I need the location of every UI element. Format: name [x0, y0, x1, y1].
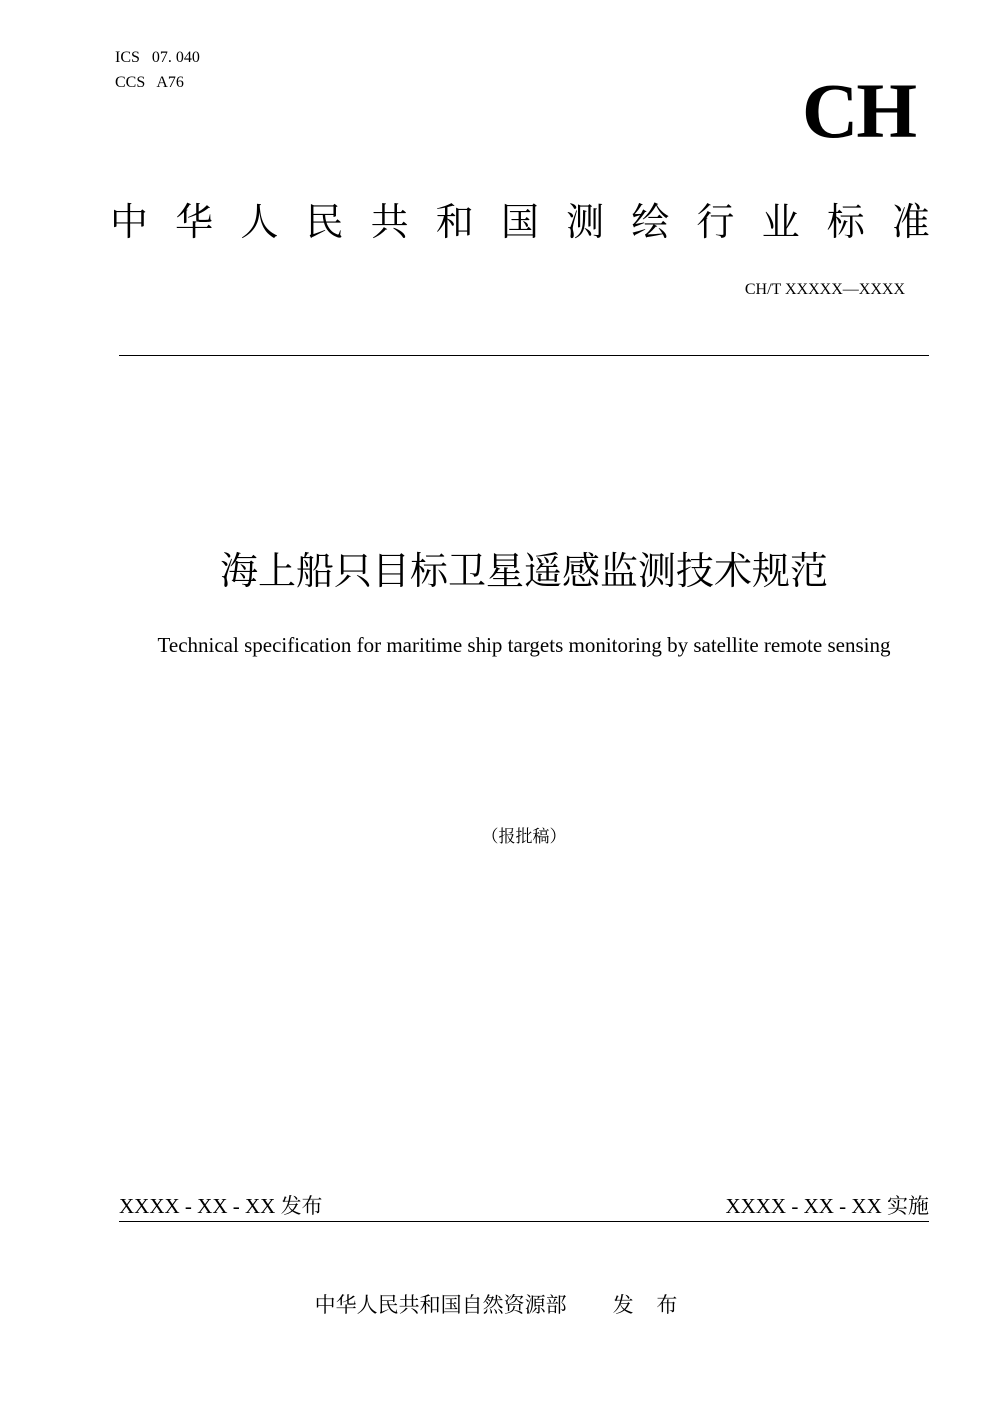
standard-type-char: 民: [305, 199, 344, 244]
standard-type-char: 国: [500, 199, 539, 244]
standard-type-char: 共: [370, 199, 409, 244]
effective-label: 实施: [887, 1194, 929, 1218]
issue-label: 发布: [280, 1194, 323, 1218]
footer-divider: [119, 1221, 929, 1222]
ccs-number: CCS A76: [115, 74, 184, 91]
standard-type-char: 准: [891, 199, 930, 244]
standard-type-char: 行: [696, 199, 735, 244]
issue-date: XXXX - XX - XX: [119, 1194, 276, 1218]
document-title-en: Technical specification for maritime ship targets monitoring by satellite remote sensing: [157, 633, 891, 657]
standard-type-char: 业: [761, 199, 800, 244]
standard-type-char: 华: [175, 199, 214, 244]
draft-stage-label: （报批稿）: [481, 827, 567, 847]
ics-number: ICS 07. 040: [115, 49, 200, 66]
effective-date-line: [725, 1192, 929, 1220]
header-divider: [119, 355, 929, 356]
effective-date: XXXX - XX - XX: [725, 1194, 882, 1218]
standard-type-char: 绘: [631, 199, 670, 244]
publisher-name: 中华人民共和国自然资源部: [314, 1293, 567, 1317]
publish-word: 发 布: [612, 1293, 686, 1317]
standard-type-char: 人: [240, 199, 279, 244]
standard-type-char: 中: [110, 199, 149, 244]
issue-date-line: [119, 1192, 323, 1220]
standard-type-char: 标: [826, 199, 865, 244]
publisher-line: [200, 1291, 800, 1319]
standard-type-title: [110, 190, 930, 246]
standard-type-char: 和: [435, 199, 474, 244]
ch-logo: CH: [802, 67, 915, 154]
standard-type-char: 测: [566, 199, 605, 244]
document-title-cn: 海上船只目标卫星遥感监测技术规范: [219, 549, 828, 593]
standard-code: CH/T XXXXX—XXXX: [744, 281, 905, 298]
